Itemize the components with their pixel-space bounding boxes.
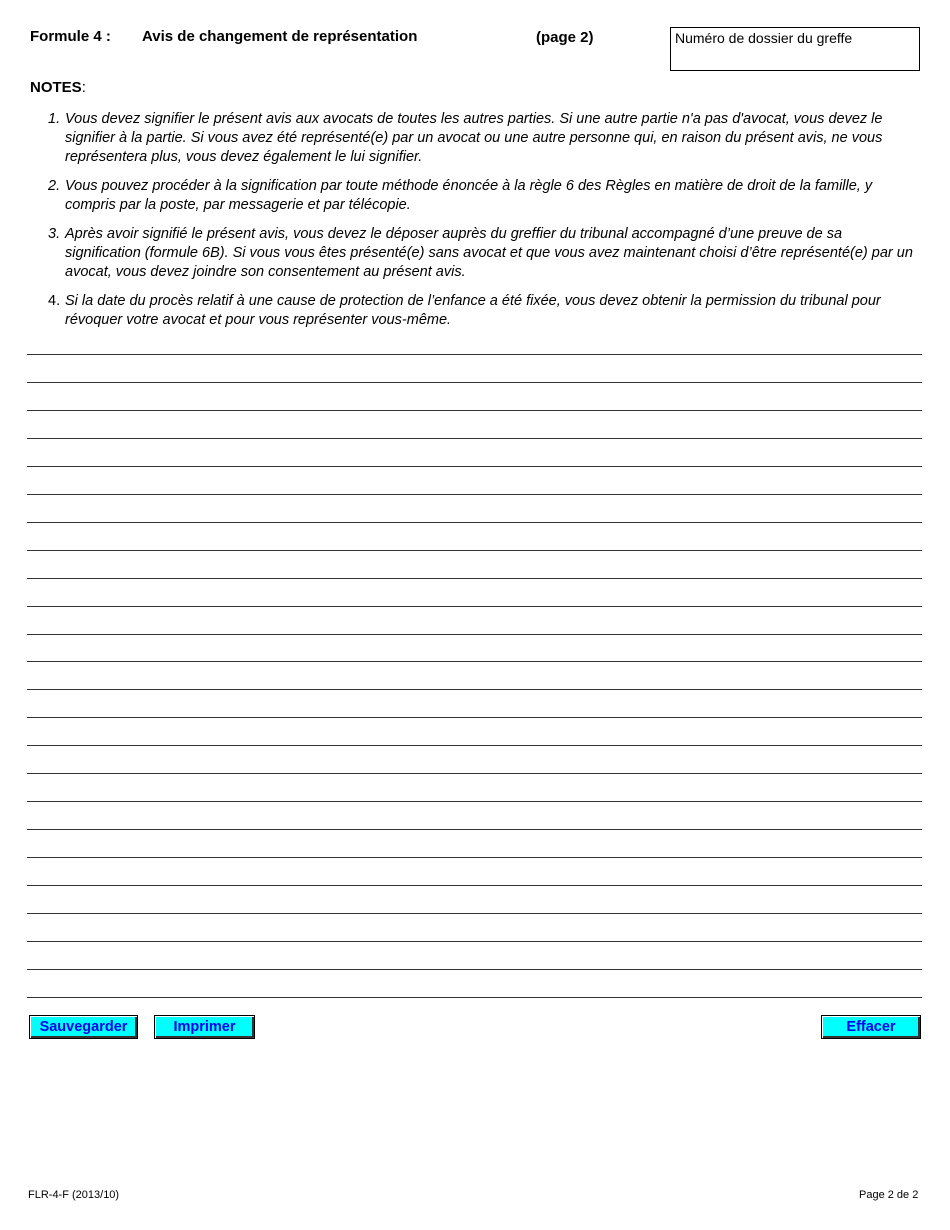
note-item bbox=[48, 292, 920, 330]
ruled-line bbox=[27, 969, 922, 970]
note-number: 1. bbox=[48, 111, 61, 127]
note-text: Si la date du procès relatif à une cause de protection de l’enfance a été fixée, vous devez obtenir la permission du tribunal pour révoquer votre avocat et pour vous représenter vous-même. bbox=[65, 293, 881, 328]
note-text: Vous devez signifier le présent avis aux avocats de toutes les autres parties. Si une autre partie n'a pas d'avocat, vous devez le signifier à la partie. Si vous avez été représenté(e) par un avocat ou une autre personne qui, en raison du présent avis, ne vous représentera plus, vous devez également le lui signifier. bbox=[65, 111, 883, 165]
ruled-line bbox=[27, 745, 922, 746]
ruled-line bbox=[27, 885, 922, 886]
note-number: 2. bbox=[48, 178, 61, 194]
form-title: Avis de changement de représentation bbox=[142, 28, 418, 45]
note-item bbox=[48, 225, 920, 282]
note-number: 3. bbox=[48, 226, 61, 242]
ruled-line bbox=[27, 438, 922, 439]
court-file-number-field[interactable] bbox=[670, 27, 920, 71]
ruled-line bbox=[27, 550, 922, 551]
ruled-line bbox=[27, 913, 922, 914]
form-number-label: Formule 4 : bbox=[30, 28, 111, 45]
page-number: Page 2 de 2 bbox=[859, 1189, 919, 1201]
page-indicator: (page 2) bbox=[536, 29, 594, 46]
ruled-line bbox=[27, 941, 922, 942]
ruled-line bbox=[27, 661, 922, 662]
notes-heading-colon: : bbox=[81, 79, 86, 96]
court-file-number-label: Numéro de dossier du greffe bbox=[675, 30, 853, 46]
ruled-line bbox=[27, 689, 922, 690]
notes-heading-text: NOTES bbox=[30, 79, 82, 96]
note-text: Vous pouvez procéder à la signification par toute méthode énoncée à la règle 6 des Règles en matière de droit de la famille, y compris par la poste, par messagerie et par télécopie. bbox=[65, 178, 873, 213]
clear-button[interactable]: Effacer bbox=[821, 1015, 921, 1039]
ruled-line bbox=[27, 522, 922, 523]
ruled-line bbox=[27, 857, 922, 858]
ruled-writing-area[interactable] bbox=[27, 354, 922, 999]
ruled-line bbox=[27, 354, 922, 355]
ruled-line bbox=[27, 997, 922, 998]
ruled-line bbox=[27, 829, 922, 830]
ruled-line bbox=[27, 578, 922, 579]
ruled-line bbox=[27, 606, 922, 607]
note-text: Après avoir signifié le présent avis, vous devez le déposer auprès du greffier du tribunal accompagné d’une preuve de sa signification (formule 6B). Si vous vous êtes présenté(e) sans avocat et que vous avez maintenant choisi d’être représenté(e) par un avocat, vous devez joindre son consentement au présent avis. bbox=[65, 226, 913, 280]
ruled-line bbox=[27, 494, 922, 495]
form-code: FLR-4-F (2013/10) bbox=[28, 1189, 120, 1201]
notes-heading bbox=[30, 79, 86, 96]
ruled-line bbox=[27, 773, 922, 774]
save-button[interactable]: Sauvegarder bbox=[29, 1015, 138, 1039]
ruled-line bbox=[27, 382, 922, 383]
notes-list bbox=[48, 110, 920, 340]
ruled-line bbox=[27, 801, 922, 802]
print-button[interactable]: Imprimer bbox=[154, 1015, 255, 1039]
ruled-line bbox=[27, 717, 922, 718]
ruled-line bbox=[27, 634, 922, 635]
ruled-line bbox=[27, 410, 922, 411]
note-item bbox=[48, 110, 920, 167]
note-item bbox=[48, 177, 920, 215]
ruled-line bbox=[27, 466, 922, 467]
note-number: 4. bbox=[48, 293, 61, 309]
